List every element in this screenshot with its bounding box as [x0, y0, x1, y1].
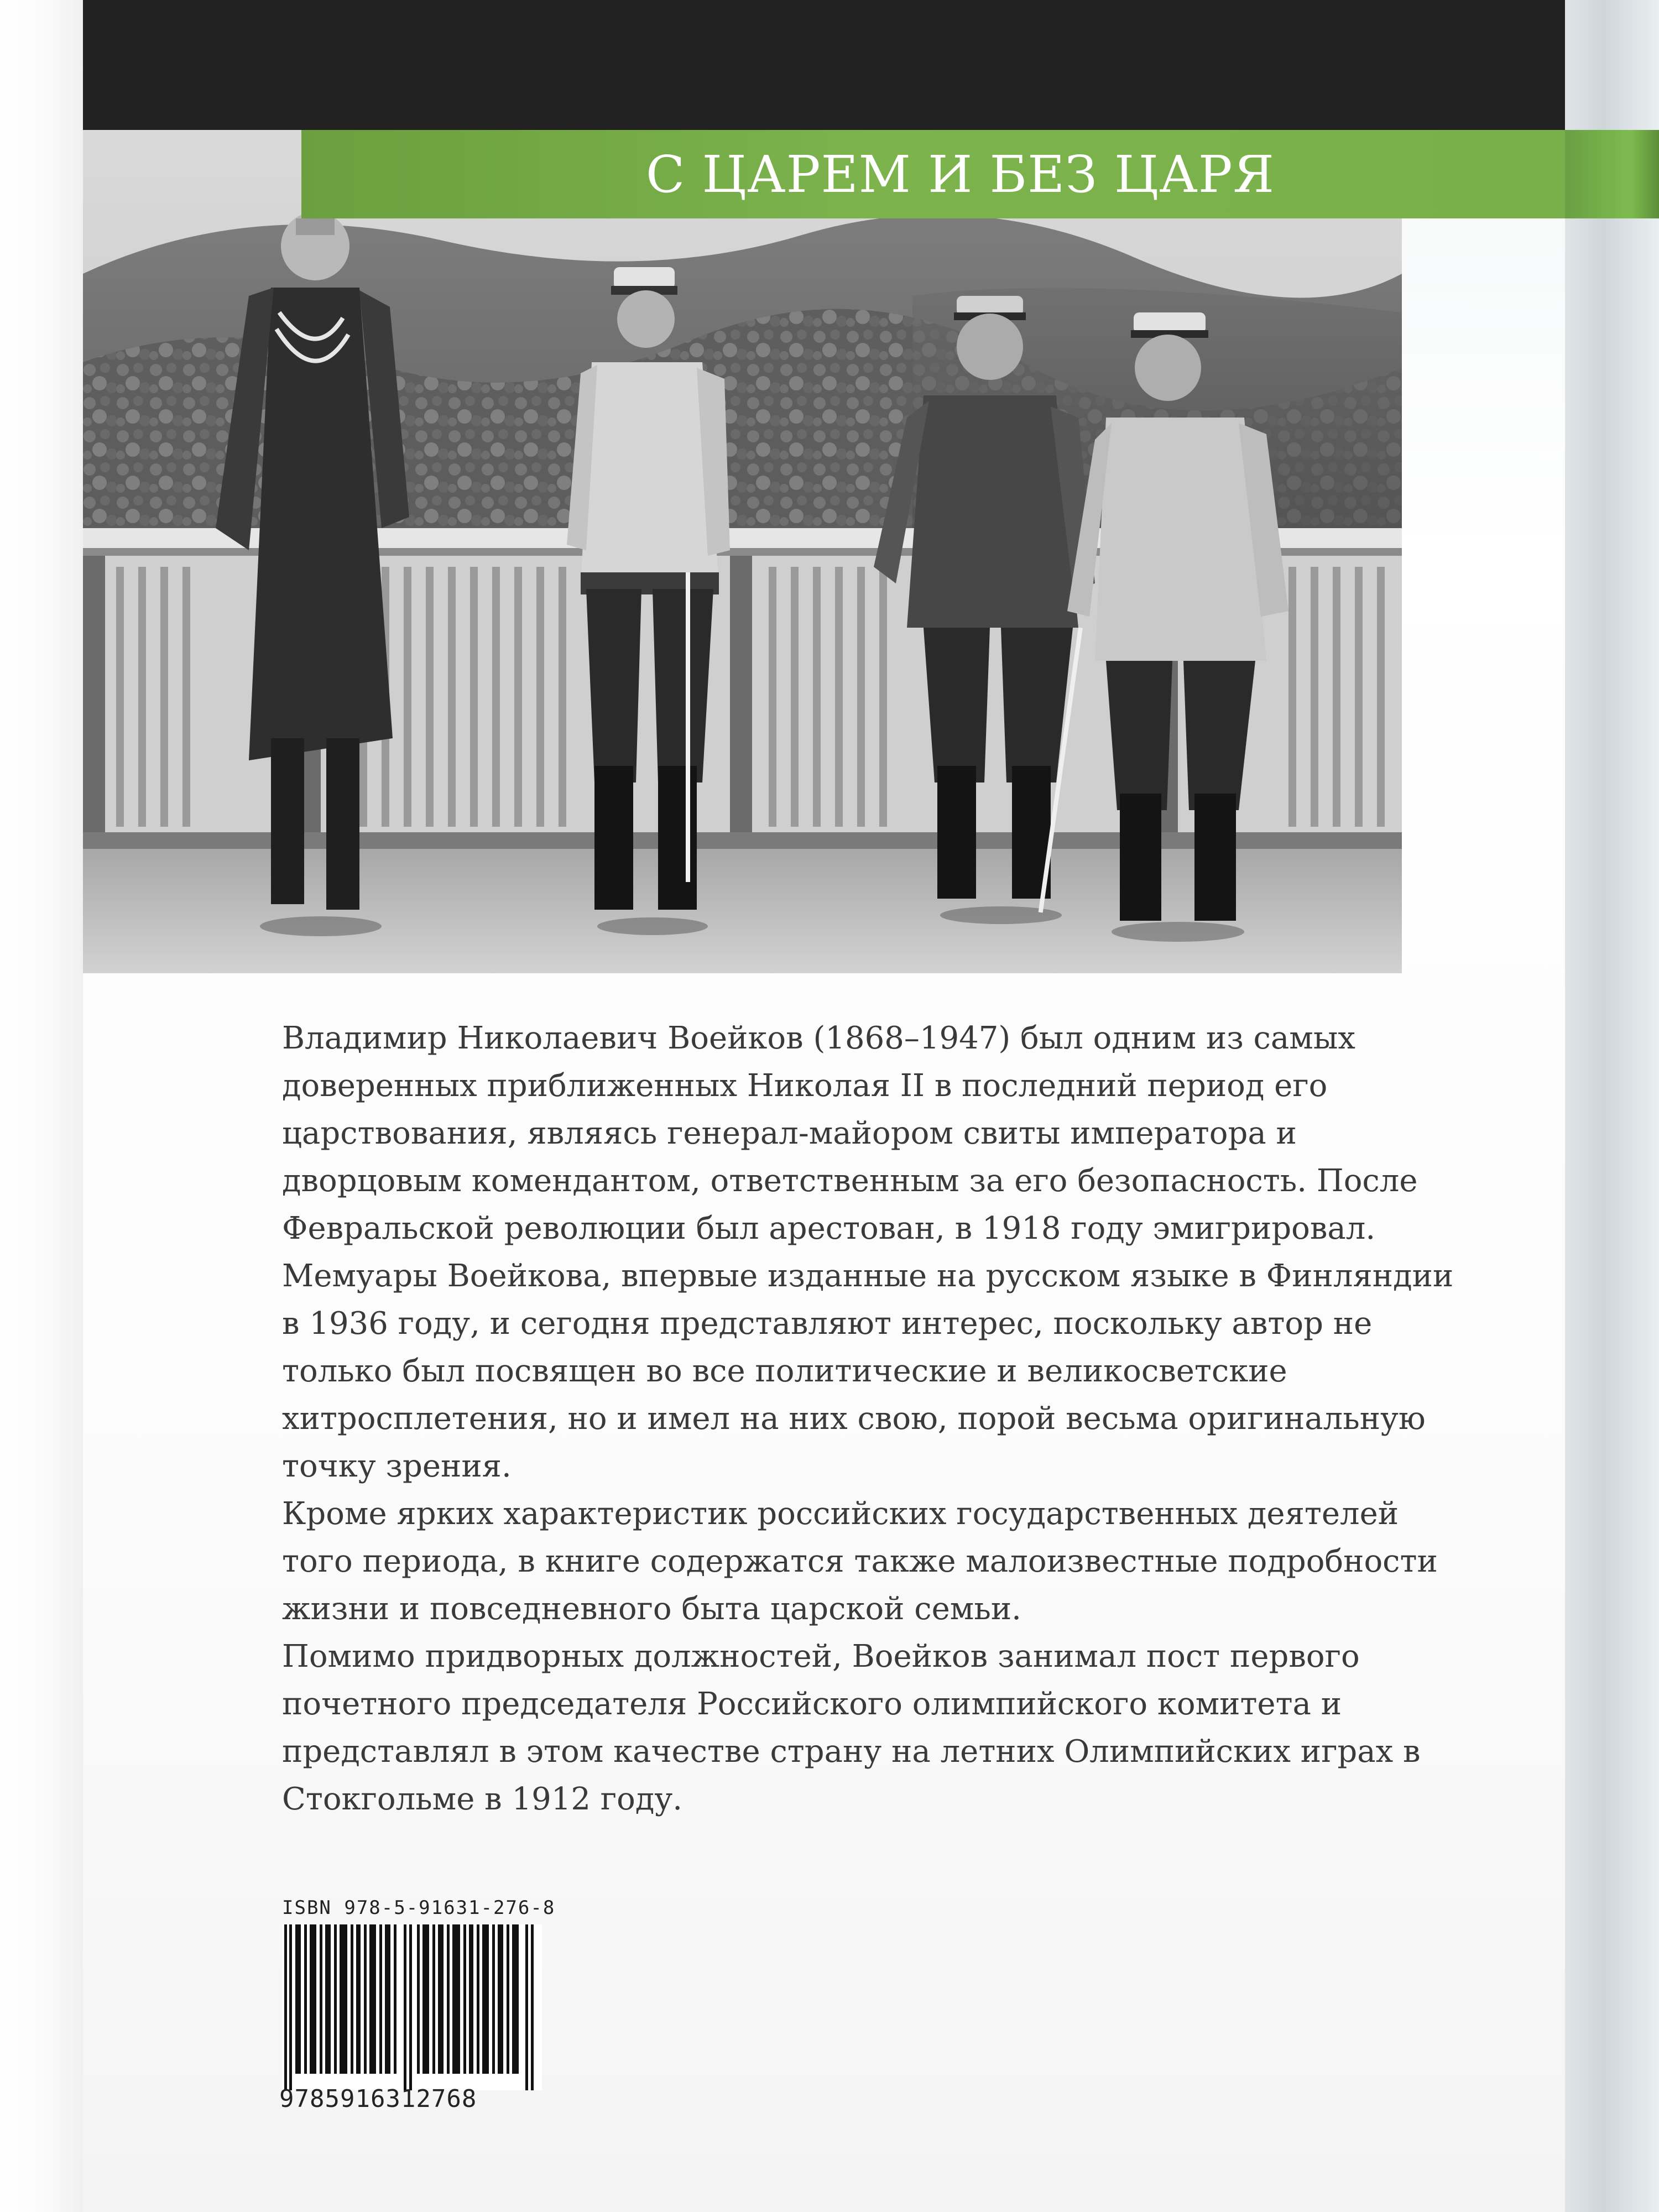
- spine-green-band: [1565, 130, 1659, 218]
- book-description: [282, 1015, 1471, 1823]
- top-dark-band: [83, 0, 1582, 130]
- page-edge: [0, 0, 83, 2212]
- isbn-label: ISBN 978-5-91631-276-8: [282, 1897, 556, 1919]
- description-paragraph: Мемуары Воейкова, впервые изданные на русском языке в Финляндии в 1936 году, и сегодня представляют интерес, поскольку автор не только был посвящен во все политические и великосветские хитросплетения, но и имел на них свою, порой весьма оригинальную точку зрения.: [282, 1258, 1454, 1484]
- barcode-digits: 9785916312768: [279, 2085, 477, 2113]
- book-title: С ЦАРЕМ И БЕЗ ЦАРЯ: [646, 144, 1275, 204]
- title-band: [301, 130, 1565, 218]
- description-paragraph: Владимир Николаевич Воейков (1868–1947) был одним из самых доверенных приближенных Николая II в последний период его царствования, являясь генерал-майором свиты императора и дворцовым комендантом, ответственным за его безопасность. После Февральской революции был арестован, в 1918 году эмигрировал.: [282, 1020, 1418, 1246]
- description-paragraph: Помимо придворных должностей, Воейков занимал пост первого почетного председателя Российского олимпийского комитета и представлял в этом качестве страну на летних Олимпийских играх в Стокгольме в 1912 году.: [282, 1639, 1421, 1817]
- description-paragraph: Кроме ярких характеристик российских государственных деятелей того периода, в книге содержатся также малоизвестные подробности жизни и повседневного быта царской семьи.: [282, 1496, 1438, 1627]
- barcode-icon: [282, 1924, 542, 2090]
- historical-group-photo: [83, 130, 1402, 973]
- spine-edge: [1565, 0, 1659, 2212]
